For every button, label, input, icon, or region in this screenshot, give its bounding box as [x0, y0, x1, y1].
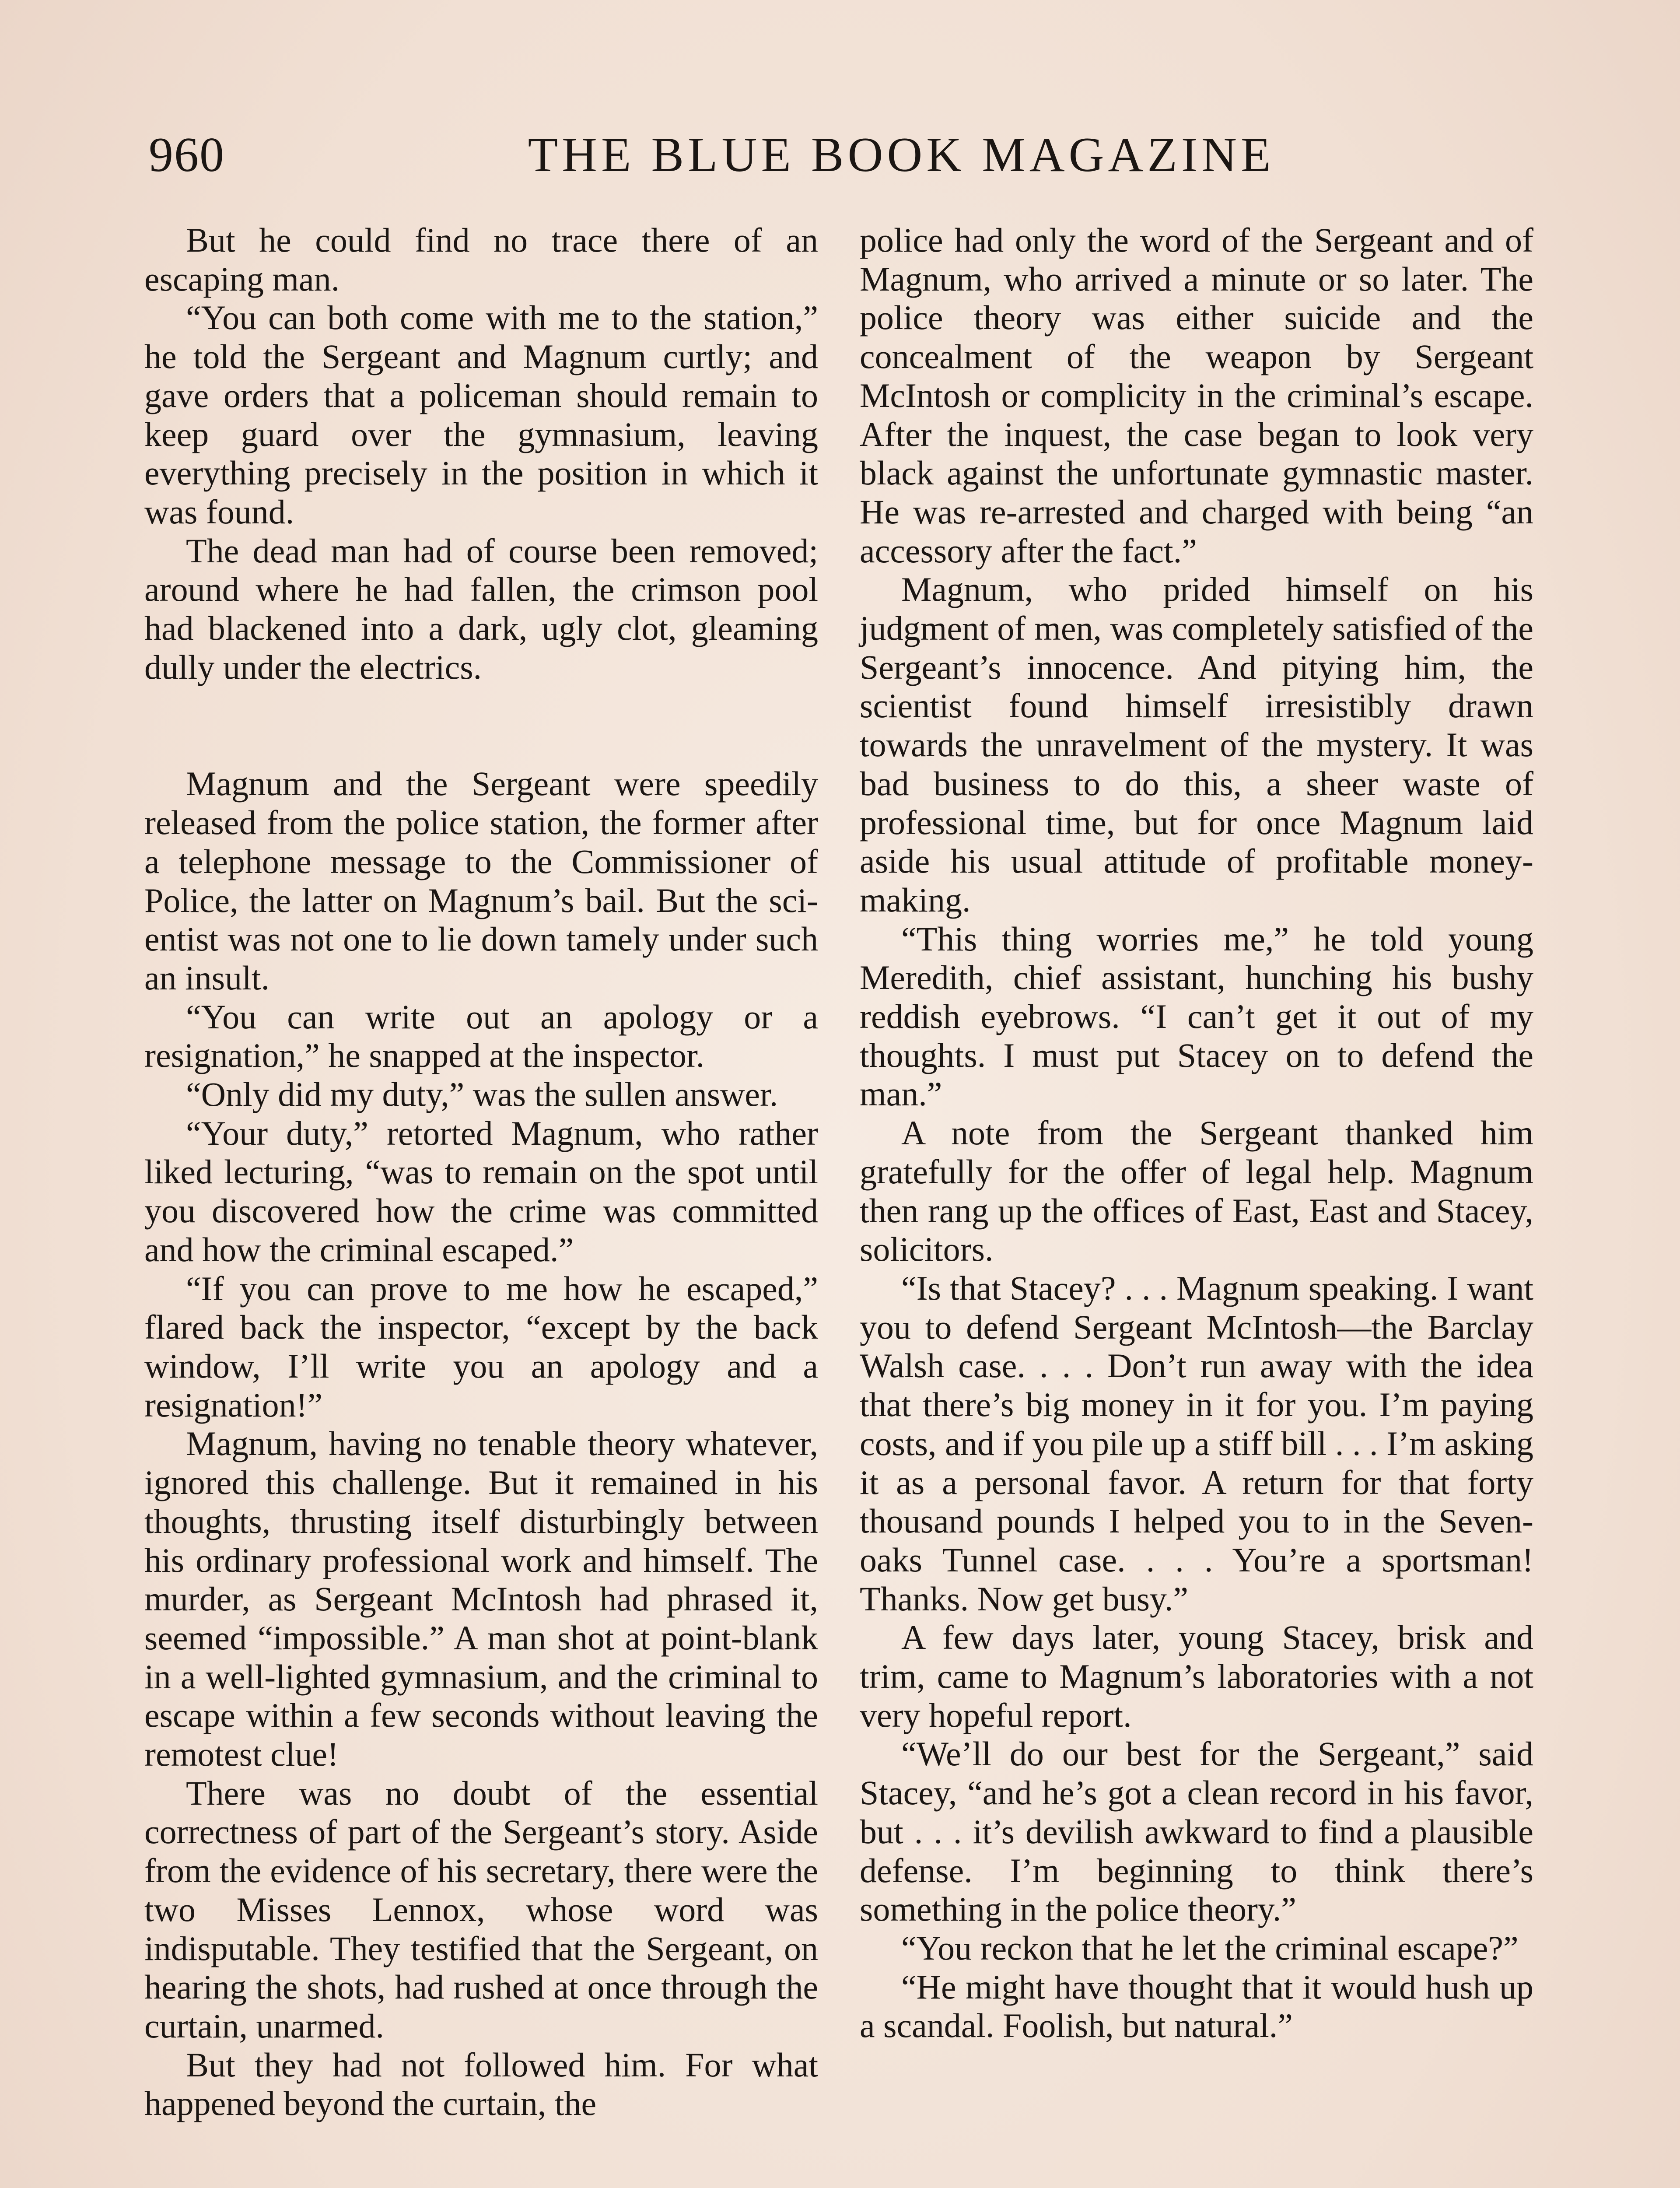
paragraph: “You reckon that he let the criminal escape?”	[901, 1929, 1519, 1967]
paragraph: “You can write out an apology or a resignation,” he snapped at the inspector.	[144, 997, 818, 1075]
magazine-title: THE BLUE BOOK MAGAZINE	[528, 128, 1275, 182]
paragraph: “Your duty,” retorted Magnum, who rather liked lecturing, “was to remain on the spot until you discovered how the crime was committed and how the criminal escaped.”	[144, 1114, 818, 1269]
paragraph: “Is that Stacey? . . . Magnum speaking. I want you to defend Sergeant McIntosh—the Barclay Walsh case. . . . Don’t run away with the idea that there’s big money in it for you. I’m paying costs, and if you pile up a stiff bill . . . I’m asking it as a personal favor. A return for that forty thousand pounds I helped you to in the Seven-oaks Tunnel case. . . . You’re a sportsman! Thanks. Now get busy.”	[860, 1269, 1533, 1618]
paragraph: A few days later, young Stacey, brisk and trim, came to Magnum’s laboratories with a not very hopeful report.	[860, 1618, 1533, 1734]
paragraph: “We’ll do our best for the Sergeant,” said Stacey, “and he’s got a clean record in his favor, but . . . it’s devilish awkward to find a plausible defense. I’m beginning to think there’s something in the police theory.”	[860, 1735, 1533, 1929]
paragraph: “This thing worries me,” he told young Meredith, chief assistant, hunching his bushy reddish eyebrows. “I can’t get it out of my thoughts. I must put Stacey on to defend the man.”	[860, 919, 1533, 1113]
paragraph: The dead man had of course been removed; around where he had fallen, the crimson pool had blackened into a dark, ugly clot, gleaming dully under the electrics.	[144, 531, 818, 686]
paragraph: “You can both come with me to the station,” he told the Sergeant and Magnum curtly; and gave orders that a policeman should remain to keep guard over the gymnasium, leaving everything precisely in the position in which it was found.	[144, 298, 818, 531]
page-header	[144, 127, 1544, 193]
paragraph: “Only did my duty,” was the sullen answer.	[186, 1075, 778, 1114]
paragraph: Magnum, who prided himself on his judgment of men, was completely satisfied of the Sergeant’s innocence. And pitying him, the scientist found himself irresistibly drawn towards the unravelment of the mystery. It was bad business to do this, a sheer waste of professional time, but for once Magnum laid aside his usual attitude of profitable money-making.	[860, 570, 1533, 919]
paragraph: Magnum and the Sergeant were speedily released from the police station, the former after a telephone message to the Commissioner of Police, the latter on Magnum’s bail. But the scientist was not one to lie down tamely under such an insult.	[144, 764, 818, 997]
paragraph: “He might have thought that it would hush up a scandal. Foolish, but natural.”	[860, 1967, 1533, 2045]
left-column	[144, 221, 818, 2123]
paragraph: “If you can prove to me how he escaped,” flared back the inspector, “except by the back window, I’ll write you an apology and a resignation!”	[144, 1269, 818, 1424]
paragraph: police had only the word of the Sergeant and of Magnum, who arrived a minute or so later. The police theory was either suicide and the concealment of the weapon by Sergeant McIntosh or complicity in the criminal’s escape. After the inquest, the case began to look very black against the unfortunate gymnastic master. He was re-arrested and charged with being “an accessory after the fact.”	[860, 221, 1533, 570]
paragraph: A note from the Sergeant thanked him gratefully for the offer of legal help. Magnum then rang up the offices of East, East and Stacey, solicitors.	[860, 1114, 1533, 1269]
paragraph: But they had not followed him. For what happened beyond the curtain, the	[144, 2045, 818, 2123]
page-number: 960	[149, 128, 225, 182]
paragraph: Magnum, having no tenable theory whatever, ignored this challenge. But it remained in his thoughts, thrusting itself disturbingly between his ordinary professional work and himself. The murder, as Sergeant McIntosh had phrased it, seemed “impossible.” A man shot at point-blank in a well-lighted gymnasium, and the criminal to escape within a few seconds without leaving the remotest clue!	[144, 1424, 818, 1774]
right-column	[860, 221, 1533, 2045]
paragraph: But he could find no trace there of an escaping man.	[144, 221, 818, 298]
paragraph: There was no doubt of the essential correctness of part of the Sergeant’s story. Aside from the evidence of his secretary, there were the two Misses Lennox, whose word was indisputable. They testified that the Sergeant, on hearing the shots, had rushed at once through the curtain, unarmed.	[144, 1774, 818, 2045]
